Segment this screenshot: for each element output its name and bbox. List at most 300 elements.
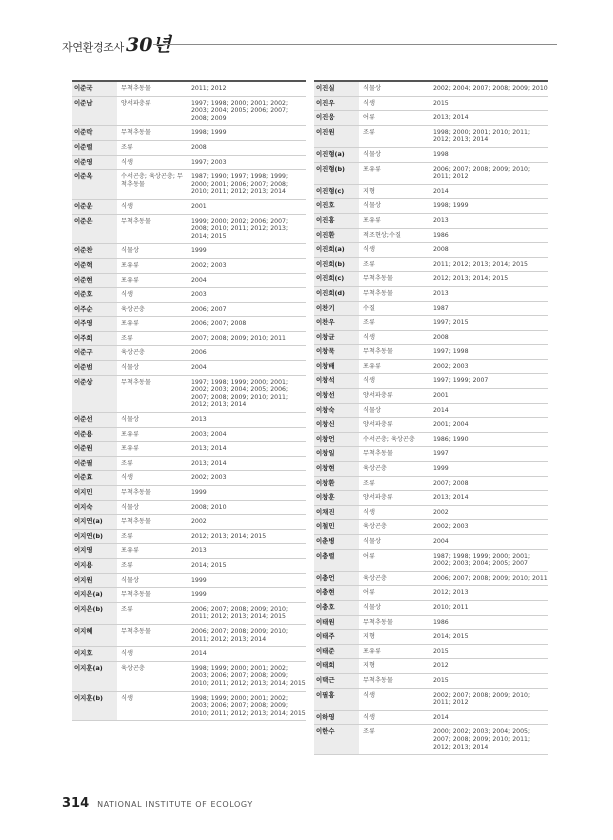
survey-years: 2000; 2002; 2003; 2004; 2005; 2007; 2008; 2009; 2010; 2011; 2012; 2013; 2014: [433, 728, 531, 751]
table-row: [72, 662, 306, 692]
survey-field: 식생: [121, 202, 133, 210]
header-title: 자연환경조사: [62, 41, 124, 54]
researcher-name: 이창숙: [314, 404, 359, 418]
researcher-name: 이철민: [314, 520, 359, 534]
survey-field: 식물상: [121, 364, 139, 372]
table-row: [314, 601, 548, 616]
survey-field: 식생: [363, 99, 375, 107]
survey-field: 무척추동물: [363, 289, 393, 297]
researcher-name: 이진희(d): [314, 287, 359, 301]
researcher-name: 이창배: [314, 360, 359, 374]
page-header: [62, 25, 171, 55]
table-row: [72, 428, 306, 443]
survey-field: 무척추동물: [121, 129, 151, 137]
survey-field: 지형: [363, 633, 375, 641]
survey-years: 1998: [433, 150, 449, 158]
header-logo: 30년: [125, 34, 171, 56]
survey-field: 식물상: [363, 406, 381, 414]
table-row: [314, 80, 548, 97]
table-row: [314, 433, 548, 448]
survey-field: 식생: [363, 691, 375, 699]
survey-field: 육상곤충: [363, 523, 387, 531]
table-row: [72, 442, 306, 457]
table-row: [72, 692, 306, 722]
survey-field: 수질: [363, 304, 375, 312]
survey-years: 2003: [191, 291, 207, 299]
survey-years: 1999: [191, 247, 207, 255]
survey-years: 1999: [191, 489, 207, 496]
table-row: [314, 214, 548, 229]
survey-years: 2004: [191, 364, 207, 372]
researcher-name: 이진웅: [314, 111, 359, 125]
survey-field: 무척추동물: [363, 676, 393, 684]
survey-field: 식물상: [363, 85, 381, 92]
survey-years: 2015: [433, 647, 449, 655]
table-row: [72, 457, 306, 472]
researcher-name: 이충현: [314, 586, 359, 600]
researcher-name: 이지연(b): [72, 530, 117, 544]
researcher-name: 이태원: [314, 616, 359, 630]
table-row: [314, 199, 548, 214]
survey-field: 양서파충류: [363, 392, 393, 400]
survey-years: 1987; 1998; 1999; 2000; 2001; 2002; 2003; 2004; 2005; 2007: [433, 552, 531, 568]
survey-field: 무척추동물: [121, 217, 151, 225]
table-row: [314, 535, 548, 550]
survey-years: 2013: [191, 547, 207, 555]
researcher-name: 이창환: [314, 477, 359, 491]
survey-field: 육상곤충: [121, 664, 145, 672]
table-row: [314, 725, 548, 755]
table-row: [314, 126, 548, 148]
table-row: [72, 244, 306, 259]
survey-field: 조류: [363, 260, 375, 268]
researcher-name: 이창언: [314, 433, 359, 447]
researcher-name: 이지영: [72, 544, 117, 558]
survey-field: 수서곤충; 육상곤충: [363, 435, 415, 443]
table-row: [72, 603, 306, 625]
survey-years: 1999; 2000; 2002; 2006; 2007; 2008; 2010; 2011; 2012; 2013; 2014; 2015: [191, 217, 289, 240]
table-row: [314, 462, 548, 477]
researcher-name: 이주영: [72, 317, 117, 331]
survey-years: 2002: [433, 508, 449, 516]
table-row: [72, 376, 306, 413]
survey-years: 1997; 1999; 2007: [433, 377, 489, 385]
researcher-name: 이준락: [72, 126, 117, 140]
survey-years: 2011; 2012; 2013; 2014; 2015: [433, 260, 528, 268]
researcher-name: 이진우: [314, 97, 359, 111]
survey-field: 포유류: [121, 445, 139, 453]
table-row: [314, 586, 548, 601]
researcher-name: 이준용: [72, 428, 117, 442]
survey-field: 어류: [363, 114, 375, 122]
survey-field: 식물상: [363, 202, 381, 210]
survey-years: 1999: [191, 576, 207, 584]
researcher-name: 이준은: [72, 215, 117, 244]
table-row: [72, 530, 306, 545]
survey-field: 육상곤충: [121, 349, 145, 357]
table-row: [314, 418, 548, 433]
table-row: [72, 259, 306, 274]
survey-field: 무척추동물: [121, 85, 151, 92]
survey-field: 식생: [121, 694, 133, 702]
table-row: [314, 674, 548, 689]
survey-years: 2013; 2014: [433, 114, 469, 122]
researcher-name: 이창선: [314, 389, 359, 403]
survey-field: 포유류: [121, 320, 139, 328]
researcher-name: 이진형(a): [314, 148, 359, 162]
table-row: [314, 243, 548, 258]
survey-field: 식생: [121, 158, 133, 166]
researcher-name: 이진호: [314, 199, 359, 213]
survey-years: 2014; 2015: [433, 633, 469, 641]
table-row: [314, 645, 548, 660]
table-row: [314, 477, 548, 492]
survey-field: 무척추동물: [121, 518, 151, 526]
table-row: [314, 148, 548, 163]
survey-field: 무척추동물: [363, 348, 393, 356]
table-row: [72, 574, 306, 589]
researcher-name: 이춘병: [314, 535, 359, 549]
researcher-name: 이채진: [314, 506, 359, 520]
survey-years: 2012; 2013: [433, 589, 469, 597]
survey-field: 수서곤충; 육상곤충; 무척추동물: [121, 173, 183, 188]
survey-field: 양서파충류: [363, 494, 393, 502]
table-row: [314, 711, 548, 726]
survey-years: 2013; 2014: [191, 459, 227, 467]
researcher-name: 이태주: [314, 630, 359, 644]
table-row: [314, 520, 548, 535]
table-row: [72, 346, 306, 361]
survey-years: 2002: [191, 518, 207, 526]
left-column-table: [72, 80, 306, 721]
survey-field: 조류: [363, 319, 375, 327]
survey-field: 무척추동물: [121, 591, 151, 599]
survey-field: 포유류: [121, 430, 139, 438]
table-row: [314, 163, 548, 185]
researcher-name: 이지훈(b): [72, 692, 117, 721]
institute-name: NATIONAL INSTITUTE OF ECOLOGY: [97, 800, 253, 809]
researcher-name: 이필홍: [314, 689, 359, 710]
table-row: [72, 559, 306, 574]
survey-field: 육상곤충: [363, 465, 387, 473]
table-row: [314, 689, 548, 711]
survey-field: 포유류: [363, 216, 381, 224]
survey-field: 조류: [121, 334, 133, 342]
page-number: 314: [62, 796, 90, 811]
researcher-name: 이태준: [314, 645, 359, 659]
table-row: [314, 331, 548, 346]
table-row: [72, 317, 306, 332]
survey-field: 육상곤충: [363, 574, 387, 582]
survey-years: 1997; 1998: [433, 348, 469, 356]
researcher-name: 이지은(a): [72, 588, 117, 602]
table-row: [72, 288, 306, 303]
survey-field: 식물상: [121, 503, 139, 511]
researcher-name: 이지훈(a): [72, 662, 117, 691]
survey-field: 식생: [363, 246, 375, 254]
survey-field: 조류: [121, 561, 133, 569]
survey-years: 2006; 2007: [191, 305, 227, 313]
survey-years: 2015: [433, 99, 449, 107]
survey-field: 식생: [363, 377, 375, 385]
survey-years: 1997; 1998; 2000; 2001; 2002; 2003; 2004; 2005; 2006; 2007; 2008; 2009: [191, 99, 289, 122]
survey-field: 포유류: [363, 165, 381, 173]
researcher-name: 이준범: [72, 361, 117, 375]
survey-field: 조류: [363, 728, 375, 736]
researcher-name: 이준상: [72, 376, 117, 412]
survey-years: 2003; 2004: [191, 430, 227, 438]
researcher-name: 이진실: [314, 82, 359, 96]
survey-years: 2010; 2011: [433, 603, 469, 611]
table-row: [72, 361, 306, 376]
researcher-name: 이지호: [72, 647, 117, 661]
survey-field: 조류: [121, 532, 133, 540]
survey-years: 2012: [433, 662, 449, 670]
survey-years: 2002; 2007; 2008; 2009; 2010; 2011; 2012: [433, 691, 531, 707]
researcher-name: 이창훈: [314, 491, 359, 505]
survey-years: 1998; 1999: [191, 129, 227, 137]
table-row: [72, 170, 306, 200]
table-row: [72, 156, 306, 171]
survey-years: 1997: [433, 450, 449, 458]
table-row: [72, 486, 306, 501]
survey-field: 조류: [121, 605, 133, 613]
table-row: [314, 506, 548, 521]
survey-years: 1998; 2000; 2001; 2010; 2011; 2012; 2013; 2014: [433, 128, 531, 144]
table-row: [314, 185, 548, 200]
table-row: [314, 630, 548, 645]
survey-years: 1998; 1999: [433, 202, 469, 210]
table-row: [314, 272, 548, 287]
survey-years: 2008: [191, 143, 207, 151]
researcher-name: 이창석: [314, 374, 359, 388]
researcher-name: 이창묵: [314, 345, 359, 359]
survey-years: 2008: [433, 246, 449, 254]
header-divider: [153, 44, 557, 45]
survey-years: 2014: [433, 406, 449, 414]
researcher-name: 이준필: [72, 457, 117, 471]
table-row: [72, 515, 306, 530]
researcher-name: 이주희: [72, 332, 117, 346]
table-row: [314, 374, 548, 389]
survey-field: 식물상: [121, 247, 139, 255]
survey-years: 1999: [191, 591, 207, 599]
researcher-name: 이준영: [72, 156, 117, 170]
researcher-name: 이창일: [314, 447, 359, 461]
survey-years: 1997; 1998; 1999; 2000; 2001; 2002; 2003; 2004; 2005; 2006; 2007; 2008; 2009; 2010; 2011; 2012; 2013; 2014: [191, 378, 289, 409]
researcher-name: 이창균: [314, 331, 359, 345]
researcher-name: 이택근: [314, 674, 359, 688]
researcher-name: 이지혜: [72, 625, 117, 646]
survey-years: 1997; 2003: [191, 158, 227, 166]
table-row: [72, 544, 306, 559]
survey-years: 2006; 2007; 2008; 2009; 2010; 2011; 2012; 2013; 2014; 2015: [191, 605, 289, 621]
table-row: [314, 97, 548, 112]
table-row: [314, 572, 548, 587]
survey-field: 식생: [121, 474, 133, 482]
survey-years: 2015: [433, 676, 449, 684]
survey-years: 2014; 2015: [191, 561, 227, 569]
survey-years: 2002; 2003: [433, 523, 469, 531]
survey-field: 조류: [363, 128, 375, 136]
table-row: [314, 345, 548, 360]
survey-years: 2013; 2014: [191, 445, 227, 453]
table-row: [72, 97, 306, 127]
table-row: [314, 111, 548, 126]
survey-years: 2014: [433, 713, 449, 721]
survey-years: 2006; 2007; 2008: [191, 320, 247, 328]
researcher-name: 이준혁: [72, 259, 117, 273]
researcher-name: 이진희(c): [314, 272, 359, 286]
survey-field: 적조현상;수질: [363, 231, 401, 239]
survey-field: 무척추동물: [121, 378, 151, 386]
survey-years: 2014: [433, 187, 449, 195]
right-column-table: [314, 80, 548, 755]
survey-field: 포유류: [121, 261, 139, 269]
survey-years: 1987; 1990; 1997; 1998; 1999; 2000; 2001; 2006; 2007; 2008; 2010; 2011; 2012; 2013; 2014: [191, 173, 289, 196]
researcher-name: 이충호: [314, 601, 359, 615]
survey-years: 1986: [433, 618, 449, 626]
survey-years: 2006; 2007; 2008; 2009; 2010; 2011: [433, 574, 548, 582]
table-row: [314, 550, 548, 572]
researcher-name: 이창신: [314, 418, 359, 432]
page-footer: [62, 796, 253, 811]
researcher-name: 이준구: [72, 346, 117, 360]
researcher-name: 이진희(b): [314, 258, 359, 272]
survey-years: 2001: [191, 202, 207, 210]
survey-years: 1998; 1999; 2000; 2001; 2002; 2003; 2006; 2007; 2008; 2009; 2010; 2011; 2012; 2013; 2014; 2015: [191, 664, 306, 687]
researcher-name: 이충언: [314, 572, 359, 586]
researcher-name: 이준현: [72, 274, 117, 288]
researcher-name: 이준국: [72, 82, 117, 96]
survey-years: 2002; 2003: [191, 261, 227, 269]
survey-years: 2007; 2008; 2009; 2010; 2011: [191, 334, 286, 342]
table-row: [72, 274, 306, 289]
survey-field: 식물상: [121, 576, 139, 584]
survey-years: 2014: [191, 650, 207, 658]
researcher-name: 이준원: [72, 442, 117, 456]
survey-years: 2006; 2007; 2008; 2009; 2010; 2011; 2012; 2013; 2014: [191, 627, 289, 643]
researcher-name: 이준운: [72, 200, 117, 214]
researcher-name: 이진환: [314, 229, 359, 243]
survey-years: 1999: [433, 465, 449, 473]
survey-years: 2013: [433, 216, 449, 224]
table-row: [72, 588, 306, 603]
survey-field: 포유류: [363, 647, 381, 655]
survey-field: 양서파충류: [363, 421, 393, 429]
survey-field: 식생: [121, 650, 133, 658]
researcher-name: 이진원: [314, 126, 359, 147]
researcher-name: 이준옥: [72, 170, 117, 199]
researcher-name: 이진형(b): [314, 163, 359, 184]
table-row: [314, 491, 548, 506]
survey-field: 무척추동물: [121, 489, 151, 496]
table-row: [314, 659, 548, 674]
table-row: [72, 413, 306, 428]
table-row: [72, 501, 306, 516]
survey-field: 무척추동물: [121, 627, 151, 635]
table-row: [72, 471, 306, 486]
survey-years: 2008: [433, 333, 449, 341]
table-row: [72, 80, 306, 97]
survey-field: 지형: [363, 187, 375, 195]
researcher-name: 이지용: [72, 559, 117, 573]
survey-years: 2006: [191, 349, 207, 357]
survey-field: 지형: [363, 662, 375, 670]
survey-field: 무척추동물: [363, 450, 393, 458]
table-row: [72, 625, 306, 647]
table-row: [72, 647, 306, 662]
survey-field: 포유류: [121, 276, 139, 284]
table-row: [72, 303, 306, 318]
table-row: [314, 316, 548, 331]
survey-field: 식물상: [121, 416, 139, 424]
table-row: [72, 200, 306, 215]
table-row: [314, 302, 548, 317]
survey-years: 2002; 2004; 2007; 2008; 2009; 2010: [433, 85, 548, 92]
survey-field: 식생: [121, 291, 133, 299]
survey-years: 1986; 1990: [433, 435, 469, 443]
survey-years: 2007; 2008: [433, 479, 469, 487]
researcher-name: 이준남: [72, 97, 117, 126]
survey-years: 2004: [191, 276, 207, 284]
researcher-name: 이충렬: [314, 550, 359, 571]
survey-field: 식물상: [363, 538, 381, 545]
survey-field: 식생: [363, 713, 375, 721]
survey-field: 무척추동물: [363, 618, 393, 626]
table-row: [72, 332, 306, 347]
researcher-name: 이하영: [314, 711, 359, 725]
researcher-name: 이찬우: [314, 316, 359, 330]
table-row: [72, 215, 306, 245]
table-row: [72, 141, 306, 156]
survey-years: 2012; 2013; 2014; 2015: [191, 532, 267, 540]
survey-field: 어류: [363, 552, 375, 560]
survey-field: 육상곤충: [121, 305, 145, 313]
survey-field: 어류: [363, 589, 375, 597]
table-row: [314, 404, 548, 419]
survey-years: 1987: [433, 304, 449, 312]
survey-years: 2001; 2004: [433, 421, 469, 429]
survey-years: 2001: [433, 392, 449, 400]
survey-years: 2013; 2014: [433, 494, 469, 502]
table-row: [72, 126, 306, 141]
table-row: [314, 389, 548, 404]
survey-field: 조류: [363, 479, 375, 487]
survey-field: 조류: [121, 459, 133, 467]
survey-field: 식생: [363, 508, 375, 516]
survey-field: 조류: [121, 143, 133, 151]
survey-years: 2012; 2013; 2014; 2015: [433, 275, 509, 283]
survey-years: 2002; 2003: [191, 474, 227, 482]
survey-field: 식물상: [363, 150, 381, 158]
researcher-name: 이지민: [72, 486, 117, 500]
survey-field: 포유류: [363, 362, 381, 370]
researcher-name: 이지연(a): [72, 515, 117, 529]
researcher-name: 이지원: [72, 574, 117, 588]
survey-years: 1998; 1999; 2000; 2001; 2002; 2003; 2006; 2007; 2008; 2009; 2010; 2011; 2012; 2013; 2014; 2015: [191, 694, 306, 717]
table-row: [314, 447, 548, 462]
researcher-name: 이지숙: [72, 501, 117, 515]
survey-years: 2002; 2003: [433, 362, 469, 370]
survey-field: 무척추동물: [363, 275, 393, 283]
researcher-name: 이태희: [314, 659, 359, 673]
survey-field: 식생: [363, 333, 375, 341]
researcher-name: 이준찬: [72, 244, 117, 258]
table-row: [314, 360, 548, 375]
researcher-name: 이찬기: [314, 302, 359, 316]
researcher-name: 이진홍: [314, 214, 359, 228]
